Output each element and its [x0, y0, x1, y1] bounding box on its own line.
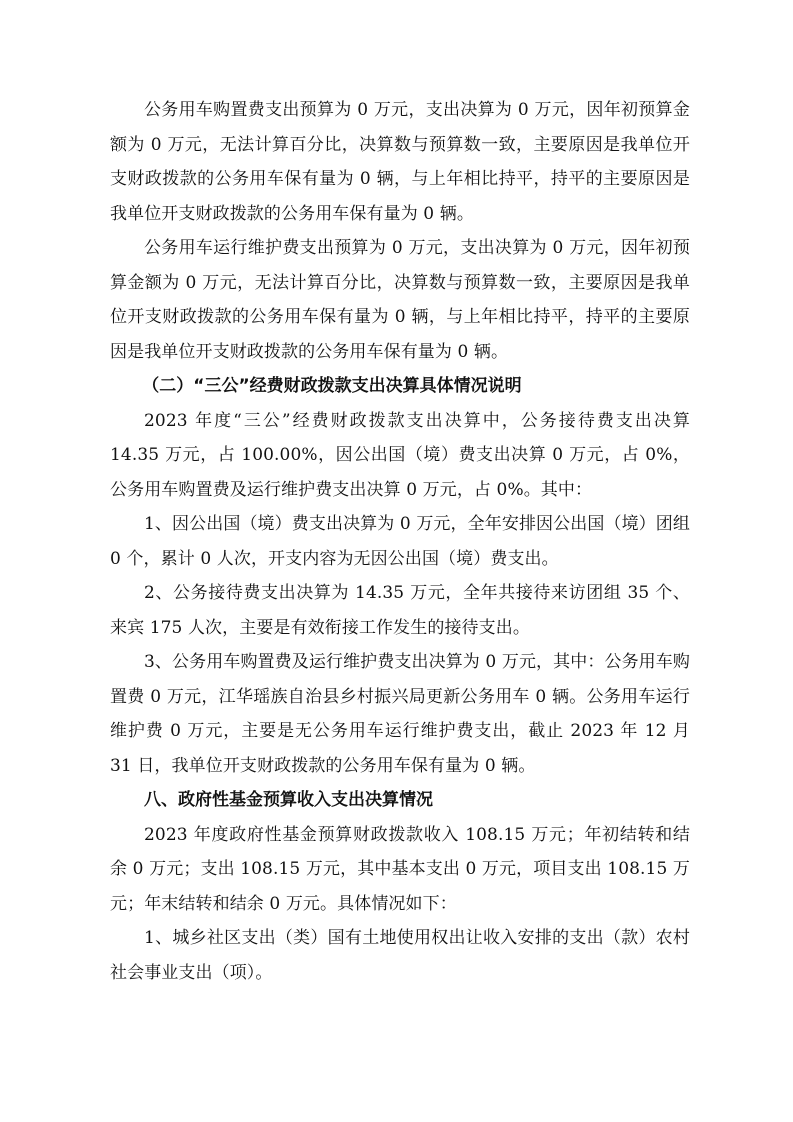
- document-page: [110, 93, 690, 990]
- paragraph-vehicle-purchase: 公务用车购置费支出预算为 0 万元，支出决算为 0 万元，因年初预算金额为 0 万元，无法计算百分比，决算数与预算数一致，主要原因是我单位开支财政拨款的公务用车保有量为 0 辆，与上年相比持平，持平的主要原因是我单位开支财政拨款的公务用车保有量为 0 辆。: [110, 100, 690, 224]
- paragraph-rural-social-expenditure: 1、城乡社区支出（类）国有土地使用权出让收入安排的支出（款）农村社会事业支出（项）。: [110, 928, 690, 983]
- paragraph-official-vehicles: 3、公务用车购置费及运行维护费支出决算为 0 万元，其中：公务用车购置费 0 万元，江华瑶族自治县乡村振兴局更新公务用车 0 辆。公务用车运行维护费 0 万元，主要是无公务用车运行维护费支出，截止 2023 年 12 月 31 日，我单位开支财政拨款的公务用车保有量为 0 辆。: [110, 652, 690, 776]
- paragraph-government-fund-summary: 2023 年度政府性基金预算财政拨款收入 108.15 万元；年初结转和结余 0 万元；支出 108.15 万元，其中基本支出 0 万元，项目支出 108.15 万元；年末结转和结余 0 万元。具体情况如下：: [110, 824, 690, 914]
- section-heading-three-public-funds: （二）“三公”经费财政拨款支出决算具体情况说明: [142, 376, 522, 396]
- paragraph-three-public-summary: 2023 年度“三公”经费财政拨款支出决算中，公务接待费支出决算 14.35 万元，占 100.00%，因公出国（境）费支出决算 0 万元，占 0%，公务用车购置费及运行维护费支出决算 0 万元，占 0%。其中：: [110, 410, 690, 500]
- paragraph-vehicle-maintenance: 公务用车运行维护费支出预算为 0 万元，支出决算为 0 万元，因年初预算金额为 0 万元，无法计算百分比，决算数与预算数一致，主要原因是我单位开支财政拨款的公务用车保有量为 0 辆，与上年相比持平，持平的主要原因是我单位开支财政拨款的公务用车保有量为 0 辆。: [110, 238, 690, 362]
- paragraph-overseas-travel: 1、因公出国（境）费支出决算为 0 万元，全年安排因公出国（境）团组 0 个，累计 0 人次，开支内容为无因公出国（境）费支出。: [110, 514, 690, 569]
- paragraph-official-reception: 2、公务接待费支出决算为 14.35 万元，全年共接待来访团组 35 个、来宾 175 人次，主要是有效衔接工作发生的接待支出。: [110, 583, 690, 638]
- chapter-heading-government-fund: 八、政府性基金预算收入支出决算情况: [144, 790, 433, 810]
